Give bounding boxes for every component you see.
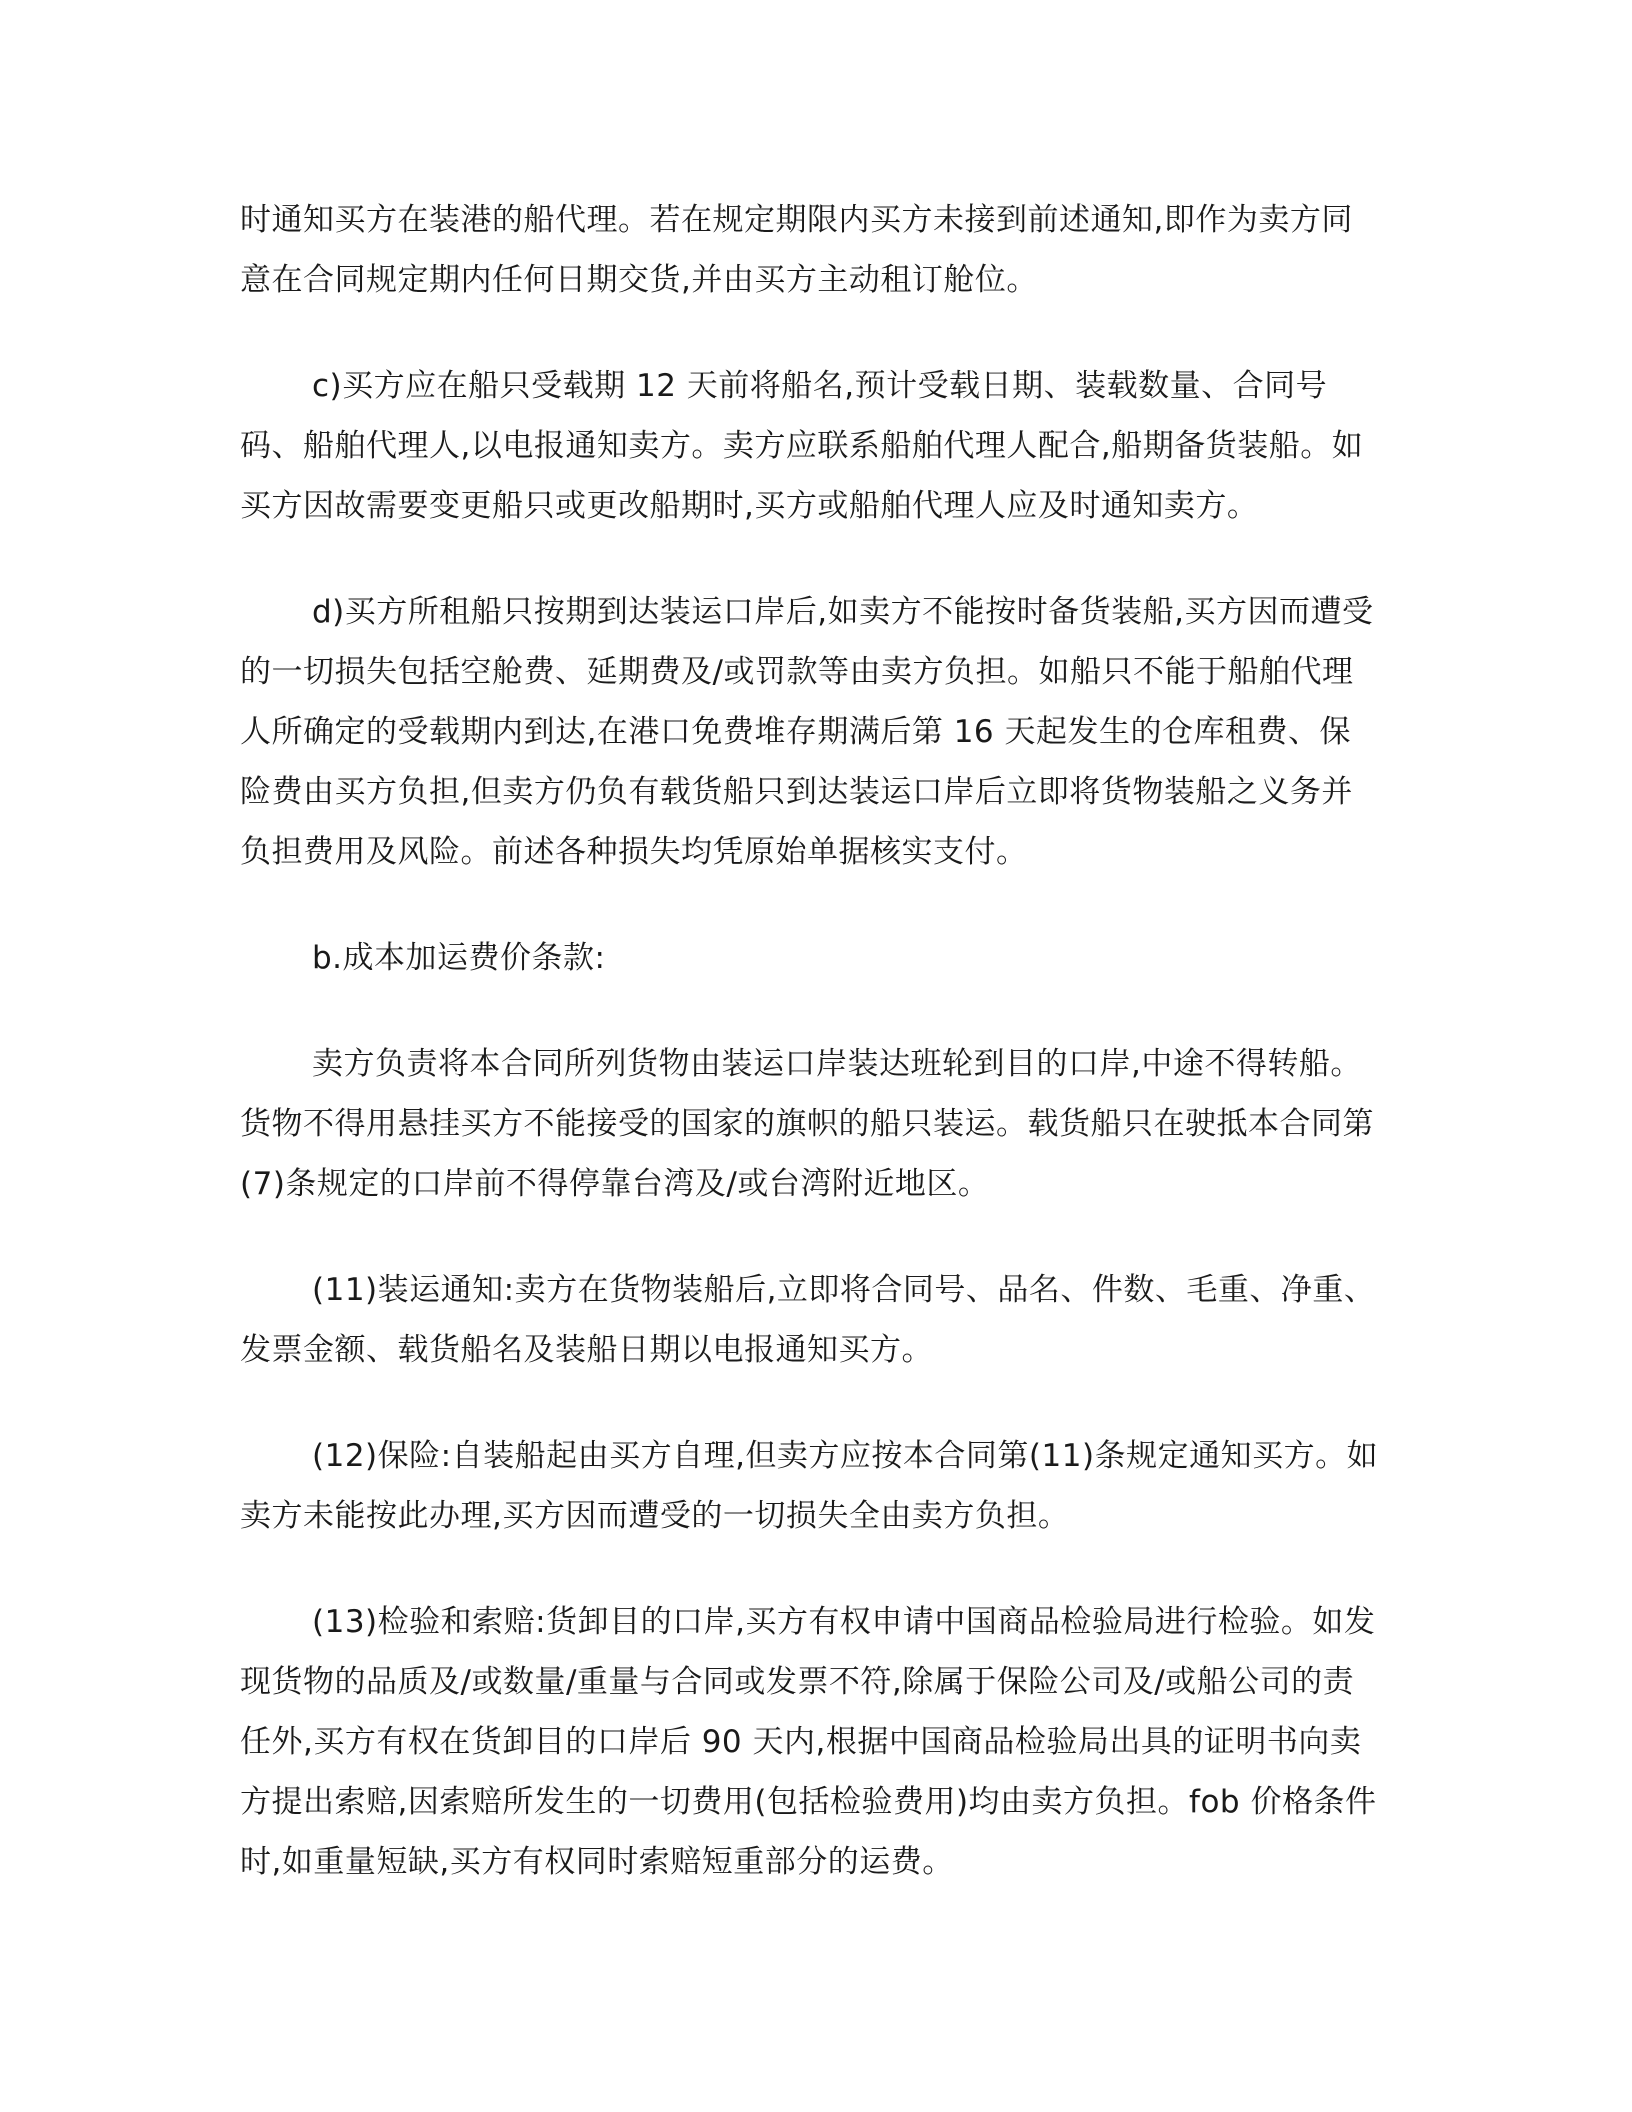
paragraph-clause-13-inspection-claims: (13)检验和索赔:货卸目的口岸,买方有权申请中国商品检验局进行检验。如发现货物的品质及/或数量/重量与合同或发票不符,除属于保险公司及/或船公司的责任外,买方有权在货卸目的口岸后 90 天内,根据中国商品检验局出具的证明书向卖方提出索赔,因索赔所发生的一切费用(包括检验费用)均由卖方负担。fob 价格条件时,如重量短缺,买方有权同时索赔短重部分的运费。 [240,1604,1377,1880]
paragraph-shipping-notice-continued: 时通知买方在装港的船代理。若在规定期限内买方未接到前述通知,即作为卖方同意在合同规定期内任何日期交货,并由买方主动租订舱位。 [240,202,1353,298]
paragraph-clause-12-insurance: (12)保险:自装船起由买方自理,但卖方应按本合同第(11)条规定通知买方。如卖方未能按此办理,买方因而遭受的一切损失全由卖方负担。 [240,1438,1379,1534]
section-heading-cfr-terms: b.成本加运费价条款: [312,940,606,976]
paragraph-cfr-terms: 卖方负责将本合同所列货物由装运口岸装达班轮到目的口岸,中途不得转船。货物不得用悬挂买方不能接受的国家的旗帜的船只装运。载货船只在驶抵本合同第(7)条规定的口岸前不得停靠台湾及/或台湾附近地区。 [240,1046,1374,1202]
paragraph-clause-11-shipping-advice: (11)装运通知:卖方在货物装船后,立即将合同号、品名、件数、毛重、净重、发票金额、载货船名及装船日期以电报通知买方。 [240,1272,1376,1368]
paragraph-clause-d: d)买方所租船只按期到达装运口岸后,如卖方不能按时备货装船,买方因而遭受的一切损失包括空舱费、延期费及/或罚款等由卖方负担。如船只不能于船舶代理人所确定的受载期内到达,在港口免费堆存期满后第 16 天起发生的仓库租费、保险费由买方负担,但卖方仍负有载货船只到达装运口岸后立即将货物装船之义务并负担费用及风险。前述各种损失均凭原始单据核实支付。 [240,594,1374,870]
document-body [240,190,1380,1938]
paragraph-clause-c: c)买方应在船只受载期 12 天前将船名,预计受载日期、装载数量、合同号码、船舶代理人,以电报通知卖方。卖方应联系船舶代理人配合,船期备货装船。如买方因故需要变更船只或更改船期时,买方或船舶代理人应及时通知卖方。 [240,368,1364,524]
